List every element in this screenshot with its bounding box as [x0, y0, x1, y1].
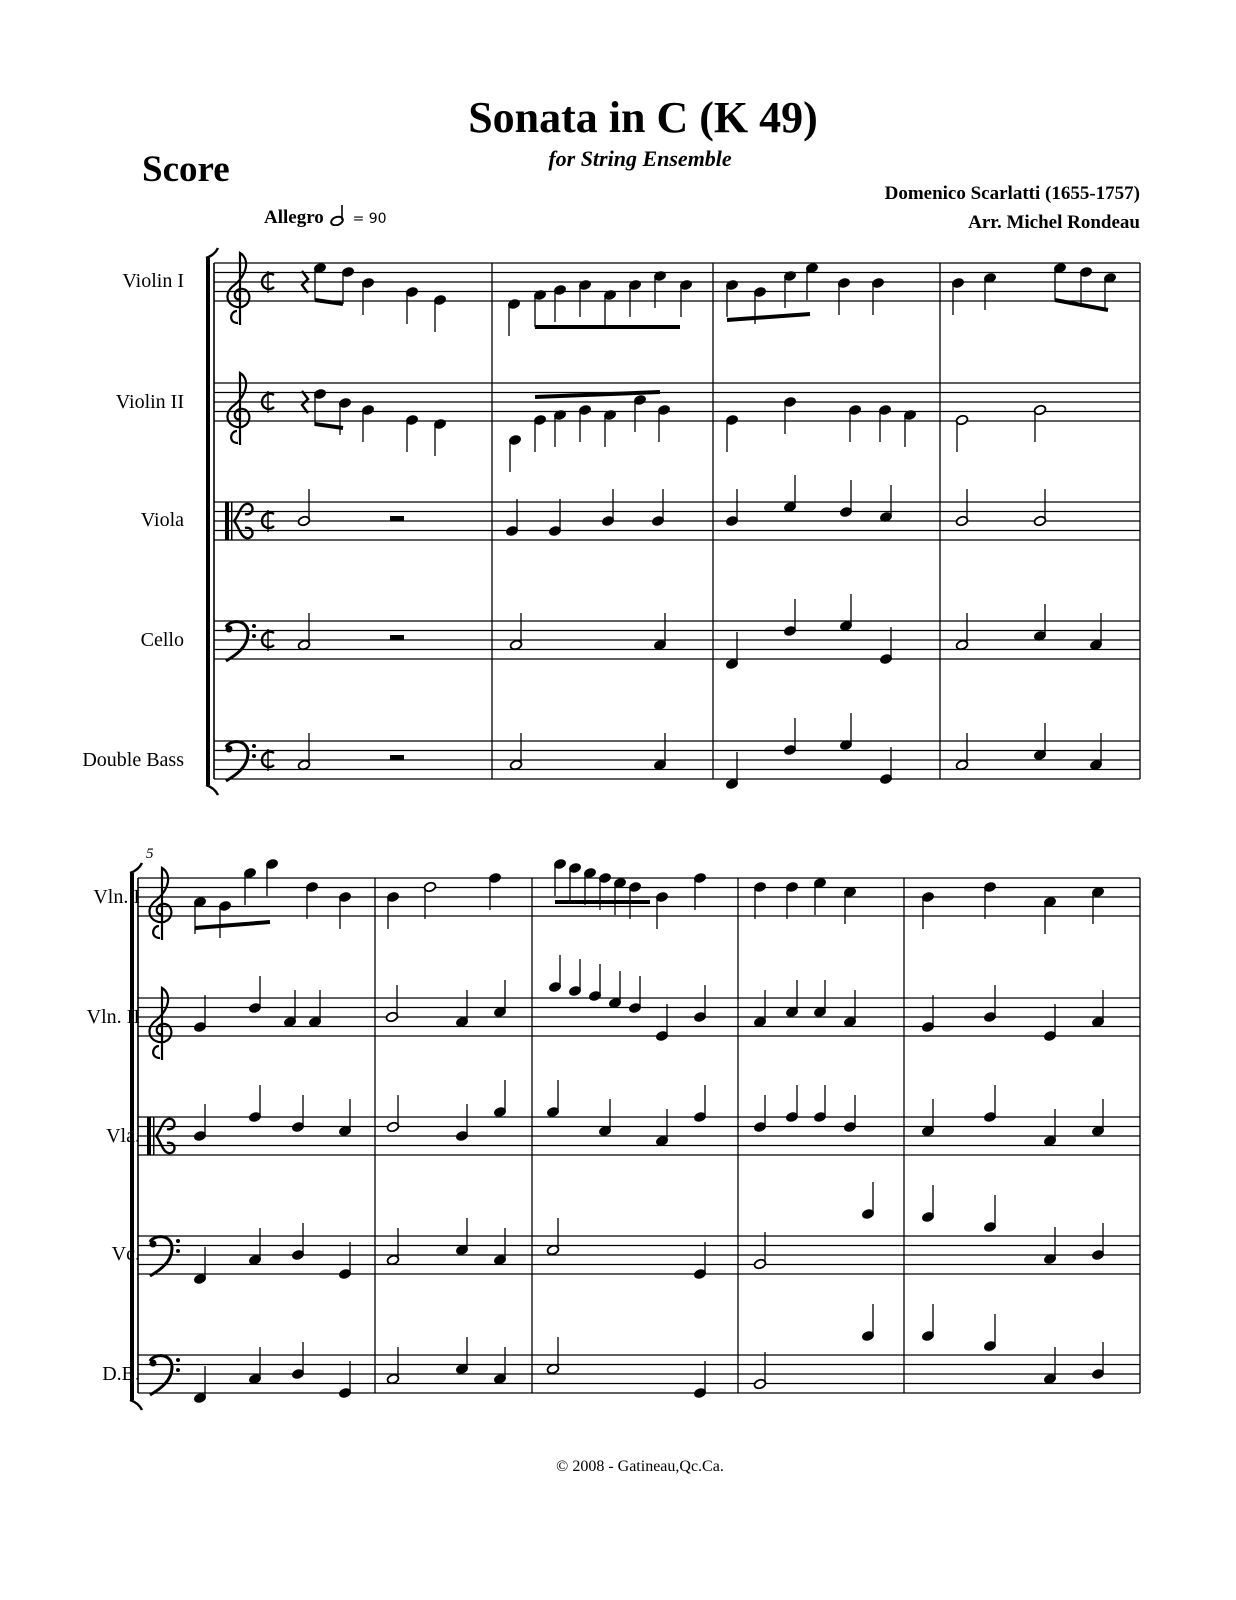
system-2 [130, 858, 1140, 1410]
alto-clef-bar [225, 502, 229, 540]
instrument-label: Vla. [106, 1125, 140, 1147]
system-bracket [206, 248, 218, 258]
half-rest-icon [390, 755, 404, 760]
tempo-text: Allegro [264, 207, 324, 228]
note-beam [315, 424, 343, 428]
tempo-bpm: = 90 [352, 211, 387, 227]
score-label: Score [142, 149, 230, 190]
half-rest-icon [390, 635, 404, 640]
bass-clef-dot [226, 746, 233, 753]
treble-clef-icon [149, 868, 171, 940]
alto-clef-bar [147, 1117, 151, 1155]
system-bracket [130, 1400, 142, 1410]
alto-clef-bar [231, 502, 233, 540]
bass-clef-dot [176, 1358, 180, 1362]
bass-clef-dot [176, 1249, 180, 1253]
note-beam [195, 922, 270, 928]
bass-clef-dot [252, 754, 256, 758]
arranger-credit: Arr. Michel Rondeau [968, 212, 1140, 233]
instrument-label: Double Bass [82, 749, 184, 771]
system-bracket [206, 785, 218, 795]
instrument-label: D.B. [102, 1363, 140, 1385]
composer-credit: Domenico Scarlatti (1655-1757) [884, 183, 1140, 204]
instrument-label: Vln. II [86, 1006, 140, 1028]
copyright-footer: © 2008 - Gatineau,Qc.Ca. [556, 1458, 724, 1475]
note-beam [727, 314, 810, 320]
page-subtitle: for String Ensemble [548, 146, 732, 171]
instrument-label: Cello [140, 629, 184, 651]
system-1 [206, 248, 1140, 795]
bass-clef-dot [252, 624, 256, 628]
system-bracket [130, 863, 142, 873]
alto-clef-bar [153, 1117, 155, 1155]
half-rest-icon [390, 516, 404, 521]
instrument-label: Vln. I [93, 886, 140, 908]
treble-clef-icon [227, 253, 249, 325]
treble-clef-icon [149, 988, 171, 1060]
bass-clef-dot [176, 1368, 180, 1372]
bass-clef-dot [176, 1239, 180, 1243]
bass-clef-dot [226, 626, 233, 633]
bass-clef-dot [150, 1241, 157, 1248]
page-title: Sonata in C (K 49) [468, 93, 818, 142]
bass-clef-dot [252, 634, 256, 638]
measure-number: 5 [146, 846, 154, 862]
instrument-label: Viola [140, 509, 184, 531]
bass-clef-dot [252, 744, 256, 748]
instrument-label: Vc. [111, 1243, 140, 1265]
treble-clef-icon [227, 373, 249, 445]
bass-clef-dot [150, 1360, 157, 1367]
instrument-label: Violin I [122, 270, 184, 292]
instrument-label: Violin II [115, 391, 184, 413]
